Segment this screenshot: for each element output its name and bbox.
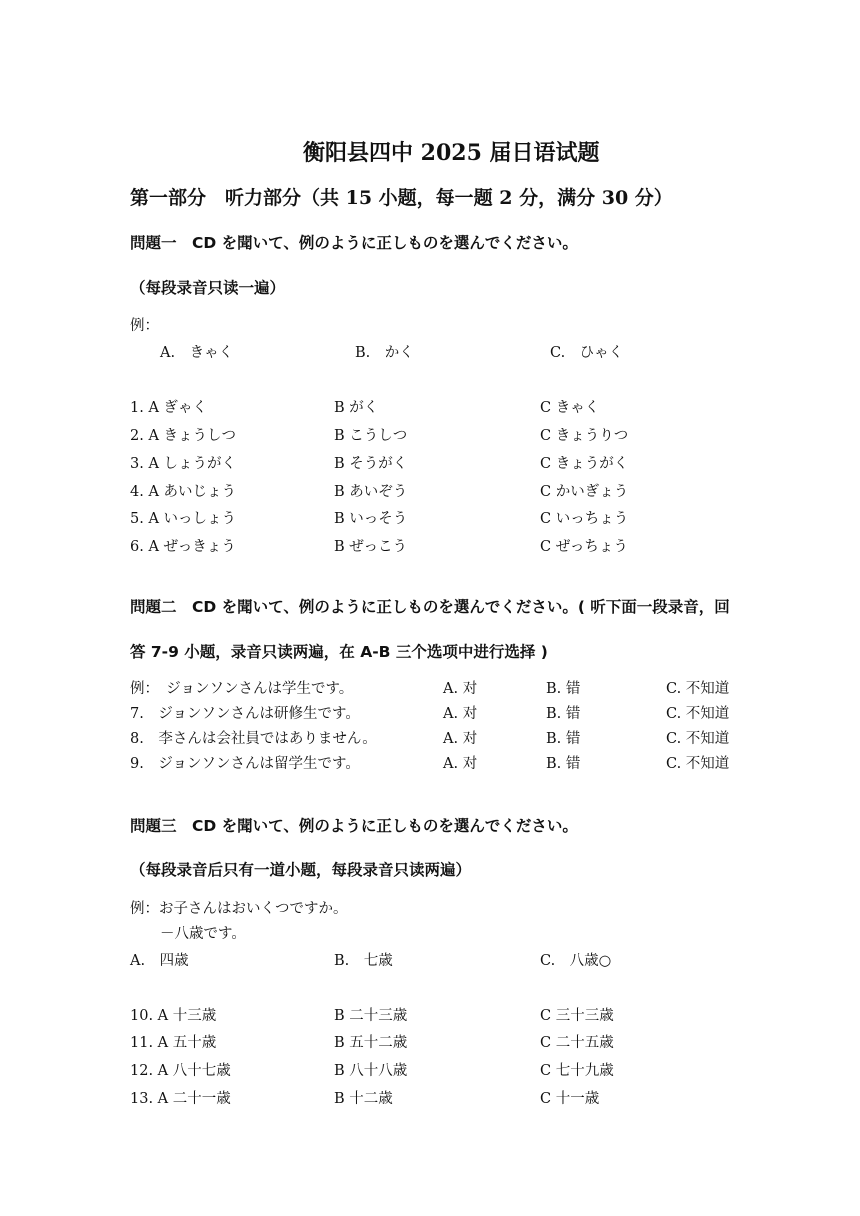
q3-example-option-a: A. 四歳: [130, 953, 189, 969]
q2-row-ex-b: B. 错: [546, 681, 581, 697]
q3-heading: 問題三 CD を聞いて、例のように正しものを選んでください。: [130, 817, 578, 835]
q1-item-1-a: 1. A ぎゃく: [130, 400, 208, 416]
q3-item-10-b: B 二十三歳: [334, 1008, 408, 1024]
q3-item-13-c: C 十一歳: [540, 1091, 600, 1107]
q1-item-3-b: B そうがく: [334, 456, 408, 472]
q2-row-7-a: A. 对: [443, 706, 478, 722]
q1-item-5-a: 5. A いっしょう: [130, 511, 237, 527]
q3-example-option-c: C. 八歳○: [540, 953, 612, 969]
q1-item-4-c: C かいぎょう: [540, 484, 629, 500]
q1-item-5-c: C いっちょう: [540, 511, 629, 527]
q3-item-11-a: 11. A 五十歳: [130, 1035, 217, 1051]
q2-row-ex-question: 例： ジョンソンさんは学生です。: [130, 681, 354, 697]
q1-item-1-b: B がく: [334, 400, 379, 416]
q1-item-4-b: B あいぞう: [334, 484, 408, 500]
q2-row-9-question: 9. ジョンソンさんは留学生です。: [130, 756, 360, 772]
part-heading: 第一部分 听力部分（共 15 小题，每一题 2 分，满分 30 分）: [130, 187, 673, 209]
q1-item-3-c: C きょうがく: [540, 456, 629, 472]
q1-item-1-c: C きゃく: [540, 400, 600, 416]
q3-note: （每段录音后只有一道小题，每段录音只读两遍）: [130, 861, 472, 879]
q1-example-label: 例：: [130, 318, 159, 334]
q1-heading: 問題一 CD を聞いて、例のように正しものを選んでください。: [130, 234, 578, 252]
q1-example-option-c: C. ひゃく: [550, 345, 624, 361]
q3-item-13-a: 13. A 二十一歳: [130, 1091, 231, 1107]
q3-item-10-a: 10. A 十三歳: [130, 1008, 217, 1024]
q2-row-7-c: C. 不知道: [666, 706, 730, 722]
q1-item-6-b: B ぜっこう: [334, 539, 407, 555]
q3-item-12-b: B 八十八歳: [334, 1063, 408, 1079]
q3-item-11-c: C 二十五歳: [540, 1035, 614, 1051]
q3-item-12-a: 12. A 八十七歳: [130, 1063, 231, 1079]
q2-row-7-b: B. 错: [546, 706, 581, 722]
q1-item-2-b: B こうしつ: [334, 428, 408, 444]
q2-row-8-b: B. 错: [546, 731, 581, 747]
q2-row-8-question: 8. 李さんは会社員ではありません。: [130, 731, 377, 747]
q2-row-7-question: 7. ジョンソンさんは研修生です。: [130, 706, 360, 722]
q1-item-2-a: 2. A きょうしつ: [130, 428, 237, 444]
q3-item-12-c: C 七十九歳: [540, 1063, 614, 1079]
q2-row-ex-c: C. 不知道: [666, 681, 730, 697]
q2-row-9-b: B. 错: [546, 756, 581, 772]
q2-heading-line1: 問題二 CD を聞いて、例のように正しものを選んでください。( 听下面一段录音，回: [130, 598, 730, 616]
q1-item-3-a: 3. A しょうがく: [130, 456, 237, 472]
page-title: 衡阳县四中 2025 届日语试题: [303, 140, 600, 166]
q3-example-question: 例：お子さんはおいくつですか。: [130, 901, 348, 917]
q1-item-6-c: C ぜっちょう: [540, 539, 628, 555]
q2-heading-line2: 答 7-9 小题，录音只读两遍，在 A-B 三个选项中进行选择 ): [130, 643, 548, 661]
q1-example-option-a: A. きゃく: [160, 345, 234, 361]
q2-row-9-a: A. 对: [443, 756, 478, 772]
q1-note: （每段录音只读一遍）: [130, 279, 286, 297]
q1-example-option-b: B. かく: [355, 345, 414, 361]
q2-row-8-a: A. 对: [443, 731, 478, 747]
q2-row-9-c: C. 不知道: [666, 756, 730, 772]
q1-item-6-a: 6. A ぜっきょう: [130, 539, 236, 555]
q2-row-8-c: C. 不知道: [666, 731, 730, 747]
q3-item-11-b: B 五十二歳: [334, 1035, 408, 1051]
q2-row-ex-a: A. 对: [443, 681, 478, 697]
q3-item-13-b: B 十二歳: [334, 1091, 393, 1107]
q3-example-option-b: B. 七歳: [334, 953, 393, 969]
q1-item-5-b: B いっそう: [334, 511, 408, 527]
q3-item-10-c: C 三十三歳: [540, 1008, 614, 1024]
q1-item-4-a: 4. A あいじょう: [130, 484, 237, 500]
q1-item-2-c: C きょうりつ: [540, 428, 629, 444]
q3-example-answer: －八歳です。: [160, 926, 246, 942]
